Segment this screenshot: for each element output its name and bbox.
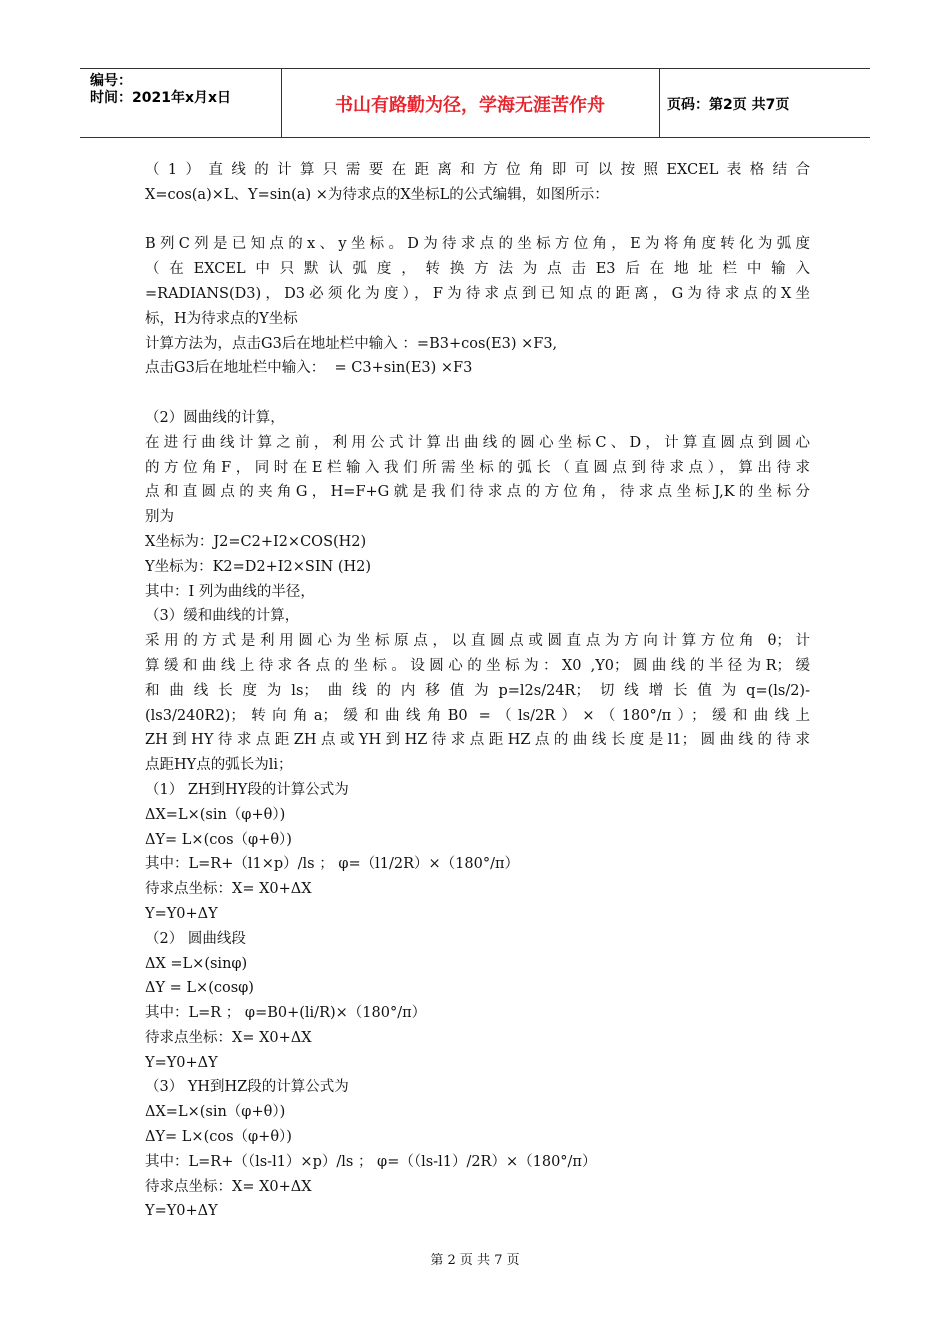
body-line: ΔX=L×(sin（φ+θ）): [145, 806, 286, 823]
body-line: 其中：L=R+（（ls-l1）×p）/ls ； φ=（（ls-l1）/2R）×（180°/π）: [145, 1153, 597, 1170]
body-line: ΔY= L×(cos（φ+θ）): [145, 1129, 292, 1146]
body-line: （1）直线的计算只需要在距离和方位角即可以按照EXCEL表格结合: [145, 162, 810, 178]
body-line: ZH到HY待求点距ZH点或YH到HZ待求点距HZ点的曲线长度是l1；圆曲线的待求: [145, 732, 810, 749]
body-line: （3）缓和曲线的计算，: [145, 608, 300, 625]
body-line: 计算方法为，点击G3后在地址栏中输入 ：=B3+cos(E3) ×F3,: [145, 335, 558, 352]
body-line: Y坐标为：K2=D2+I2×SIN (H2): [145, 558, 372, 575]
body-line: （2）圆曲线的计算，: [145, 409, 285, 426]
body-line: 点和直圆点的夹角G，H=F+G就是我们待求点的方位角，待求点坐标J,K的坐标分: [145, 484, 810, 501]
body-line: （2） 圆曲线段: [145, 930, 246, 947]
page-footer: 第 2 页 共 7 页: [430, 1253, 520, 1268]
body-line: ΔY = L×(cosφ): [145, 980, 254, 997]
body-line: ΔX =L×(sinφ): [145, 955, 248, 972]
body-line: 的方位角F，同时在E栏输入我们所需坐标的弧长（直圆点到待求点），算出待求: [145, 459, 810, 476]
header-divider: [659, 69, 660, 137]
body-line: 其中：L=R+（l1×p）/ls ； φ=（l1/2R）×（180°/π）: [145, 856, 520, 873]
body-line: 标，H为待求点的Y坐标: [145, 310, 298, 327]
header-page-code: 页码：第2页 共7页: [667, 97, 790, 113]
body-line: （1） ZH到HY段的计算公式为: [145, 781, 349, 798]
body-line: Y=Y0+ΔY: [145, 905, 218, 922]
body-line: 待求点坐标：X= X0+ΔX: [145, 1178, 312, 1195]
body-line: 待求点坐标：X= X0+ΔX: [145, 881, 312, 898]
body-line: (ls3/240R2)；转向角a；缓和曲线角B0 =（ls/2R）×（180°/π）；缓和曲线上: [145, 707, 810, 724]
body-line: 算缓和曲线上待求各点的坐标。设圆心的坐标为：X0 ,Y0；圆曲线的半径为R；缓: [145, 657, 810, 674]
serial-label: 编号：: [90, 73, 132, 89]
body-line: 别为: [145, 509, 174, 526]
body-line: 点击G3后在地址栏中输入： = C3+sin(E3) ×F3: [145, 360, 473, 377]
body-line: 和曲线长度为ls；曲线的内移值为p=l2s/24R；切线增长值为q=(ls/2)-: [145, 682, 810, 699]
body-line: 在进行曲线计算之前，利用公式计算出曲线的圆心坐标C、D，计算直圆点到圆心: [145, 434, 810, 451]
body-line: ΔY= L×(cos（φ+θ）): [145, 831, 292, 848]
body-line: （在EXCEL中只默认弧度，转换方法为点击E3后在地址栏中输入: [145, 261, 810, 278]
body-line: （3） YH到HZ段的计算公式为: [145, 1079, 349, 1096]
blank-line: [145, 381, 810, 406]
header-motto: 书山有路勤为径，学海无涯苦作舟: [335, 95, 605, 116]
body-line: =RADIANS(D3)，D3必须化为度），F为待求点到已知点的距离，G为待求点的X坐: [145, 285, 810, 302]
body-line: X=cos(a)×L、Y=sin(a) ×为待求点的X坐标L的公式编辑，如图所示：: [145, 186, 609, 203]
body-line: 其中：L=R ； φ=B0+(li/R)×（180°/π）: [145, 1005, 427, 1022]
body-line: B列C列是已知点的x、y坐标。D为待求点的坐标方位角，E为将角度转化为弧度: [145, 236, 810, 253]
body-line: ΔX=L×(sin（φ+θ）): [145, 1104, 286, 1121]
header-info: [90, 73, 231, 107]
body-line: 采用的方式是利用圆心为坐标原点，以直圆点或圆直点为方向计算方位角 θ；计: [145, 633, 810, 650]
body-line: X坐标为：J2=C2+I2×COS(H2): [145, 533, 367, 550]
body-line: 其中：I 列为曲线的半径，: [145, 583, 315, 600]
body-line: Y=Y0+ΔY: [145, 1203, 218, 1220]
body-line: 点距HY点的弧长为li；: [145, 757, 293, 774]
body-line: Y=Y0+ΔY: [145, 1054, 218, 1071]
body-line: 待求点坐标：X= X0+ΔX: [145, 1029, 312, 1046]
document-body: [145, 158, 810, 1224]
time-label: 时间：2021年x月x日: [90, 90, 232, 106]
page-header: [80, 68, 870, 138]
blank-line: [145, 208, 810, 233]
